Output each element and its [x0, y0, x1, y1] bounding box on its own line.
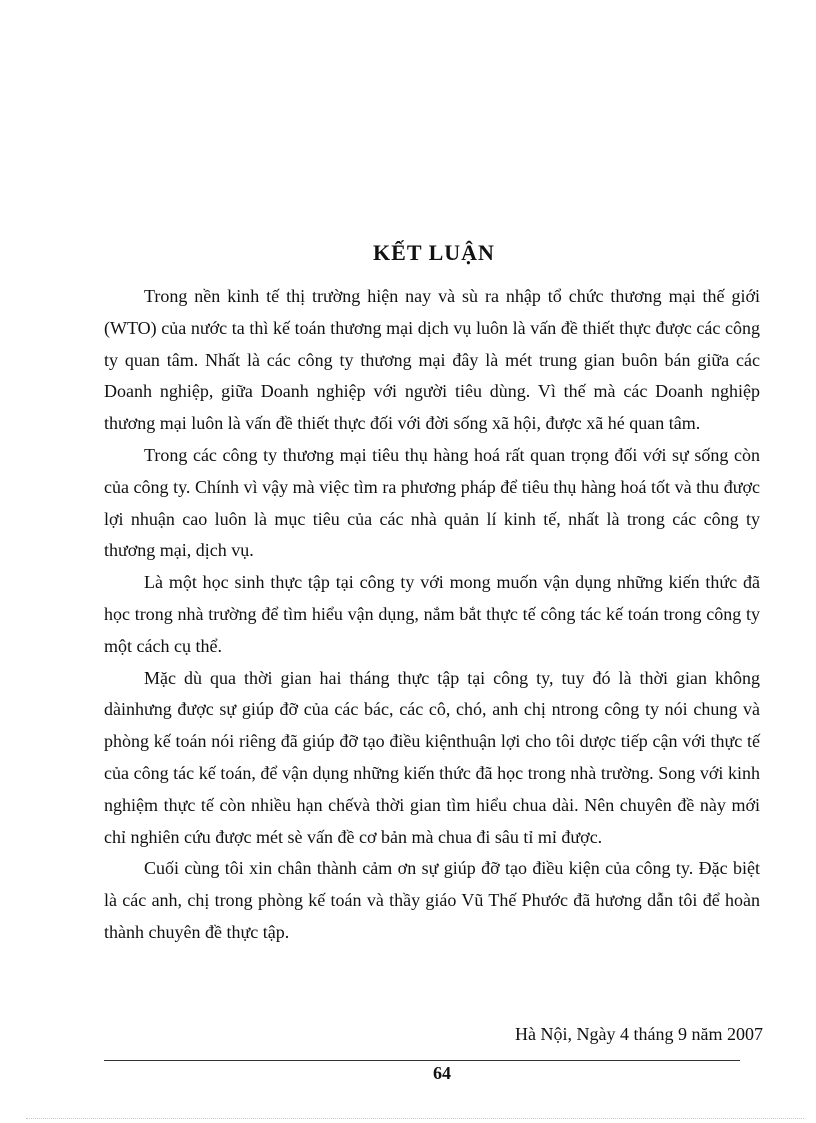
paragraph: Trong nền kinh tế thị trường hiện nay và sù ra nhập tổ chức thương mại thế giới (WTO) của nước ta thì kế toán thương mại dịch vụ luôn là vấn đề thiết thực được các công ty quan tâm. Nhất là các công ty thương mại đây là mét trung gian buôn bán giữa các Doanh nghiệp, giữa Doanh nghiệp với người tiêu dùng. Vì thế mà các Doanh nghiệp thương mại luôn là vấn đề thiết thực đối với đời sống xã hội, được xã hé quan tâm.	[104, 286, 760, 434]
paragraph: Mặc dù qua thời gian hai tháng thực tập tại công ty, tuy đó là thời gian không dàinhưng được sự giúp đỡ của các bác, các cô, chó, anh chị ntrong công ty nói chung và phòng kế toán nói riêng đã giúp đỡ tạo điều kiệnthuận lợi cho tôi dược tiếp cận với thực tế của công tác kế toán, để vận dụng những kiến thức đã học trong nhà trường. Song với kinh nghiệm thực tế còn nhiều hạn chếvà thời gian tìm hiểu chua dài. Nên chuyên đề này mới chỉ nghiên cứu được mét sè vấn đề cơ bản mà chua đi sâu tỉ mỉ được.	[104, 667, 760, 847]
footer-divider	[104, 1060, 740, 1061]
document-body	[104, 281, 760, 949]
paragraph: Trong các công ty thương mại tiêu thụ hàng hoá rất quan trọng đối với sự sống còn của công ty. Chính vì vậy mà việc tìm ra phương pháp để tiêu thụ hàng hoá tốt và thu được lợi nhuận cao luôn là mục tiêu của các nhà quản lí kinh tế, nhất là trong các công ty thương mại, dịch vụ.	[104, 444, 760, 561]
place-date-signoff: Hà Nội, Ngày 4 tháng 9 năm 2007	[515, 1024, 763, 1044]
paragraph: Là một học sinh thực tập tại công ty với mong muốn vận dụng những kiến thức đã học trong nhà trường để tìm hiểu vận dụng, nắm bắt thực tế công tác kế toán trong công ty một cách cụ thể.	[104, 572, 760, 656]
page-number: 64	[433, 1063, 451, 1083]
page-bottom-edge	[26, 1118, 804, 1119]
paragraph: Cuối cùng tôi xin chân thành cảm ơn sự giúp đỡ tạo điều kiện của công ty. Đặc biệt là các anh, chị trong phòng kế toán và thầy giáo Vũ Thế Phước đã hương dẫn tôi để hoàn thành chuyên đề thực tập.	[104, 858, 760, 942]
document-title: KẾT LUẬN	[373, 240, 495, 265]
